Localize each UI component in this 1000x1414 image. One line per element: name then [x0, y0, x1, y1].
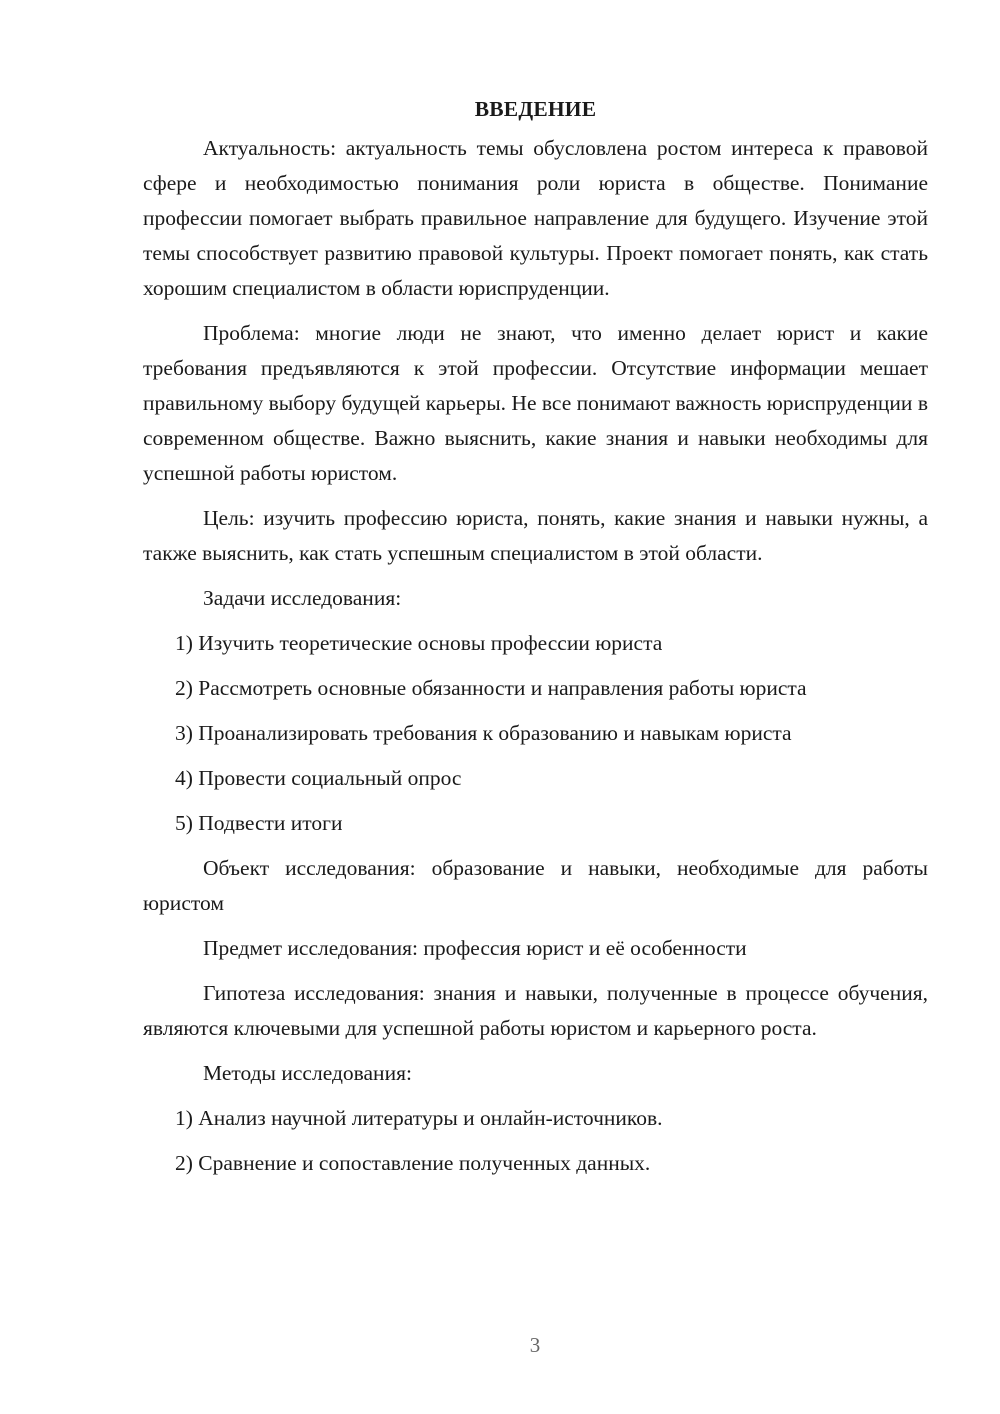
relevance-paragraph: Актуальность: актуальность темы обусловлена ростом интереса к правовой сфере и необходимостью понимания роли юриста в обществе. Понимание профессии помогает выбрать правильное направление для будущего. Изучение этой темы способствует развитию правовой культуры. Проект помогает понять, как стать хорошим специалистом в области юриспруденции. [143, 136, 928, 300]
list-item: 1) Анализ научной литературы и онлайн-источников. [175, 1106, 663, 1130]
goal-paragraph: Цель: изучить профессию юриста, понять, какие знания и навыки нужны, а также выяснить, как стать успешным специалистом в этой области. [143, 506, 928, 565]
tasks-list [143, 626, 928, 841]
methods-label: Методы исследования: [203, 1061, 412, 1085]
methods-list [143, 1101, 928, 1181]
list-item: 2) Сравнение и сопоставление полученных данных. [175, 1151, 651, 1175]
list-item: 4) Провести социальный опрос [175, 766, 462, 790]
list-item: 5) Подвести итоги [175, 811, 343, 835]
hypothesis-paragraph: Гипотеза исследования: знания и навыки, полученные в процессе обучения, являются ключевыми для успешной работы юристом и карьерного роста. [143, 981, 928, 1040]
tasks-label: Задачи исследования: [203, 586, 402, 610]
problem-paragraph: Проблема: многие люди не знают, что именно делает юрист и какие требования предъявляются к этой профессии. Отсутствие информации мешает правильному выбору будущей карьеры. Не все понимают важность юриспруденции в современном обществе. Важно выяснить, какие знания и навыки необходимы для успешной работы юристом. [143, 321, 928, 485]
section-heading: ВВЕДЕНИЕ [474, 97, 597, 121]
list-item: 3) Проанализировать требования к образованию и навыкам юриста [175, 721, 792, 745]
page-number: 3 [529, 1333, 541, 1357]
page-content [143, 92, 928, 1191]
list-item: 2) Рассмотреть основные обязанности и направления работы юриста [175, 676, 807, 700]
object-paragraph: Объект исследования: образование и навыки, необходимые для работы юристом [143, 856, 928, 915]
list-item: 1) Изучить теоретические основы профессии юриста [175, 631, 663, 655]
subject-paragraph: Предмет исследования: профессия юрист и её особенности [203, 936, 747, 960]
